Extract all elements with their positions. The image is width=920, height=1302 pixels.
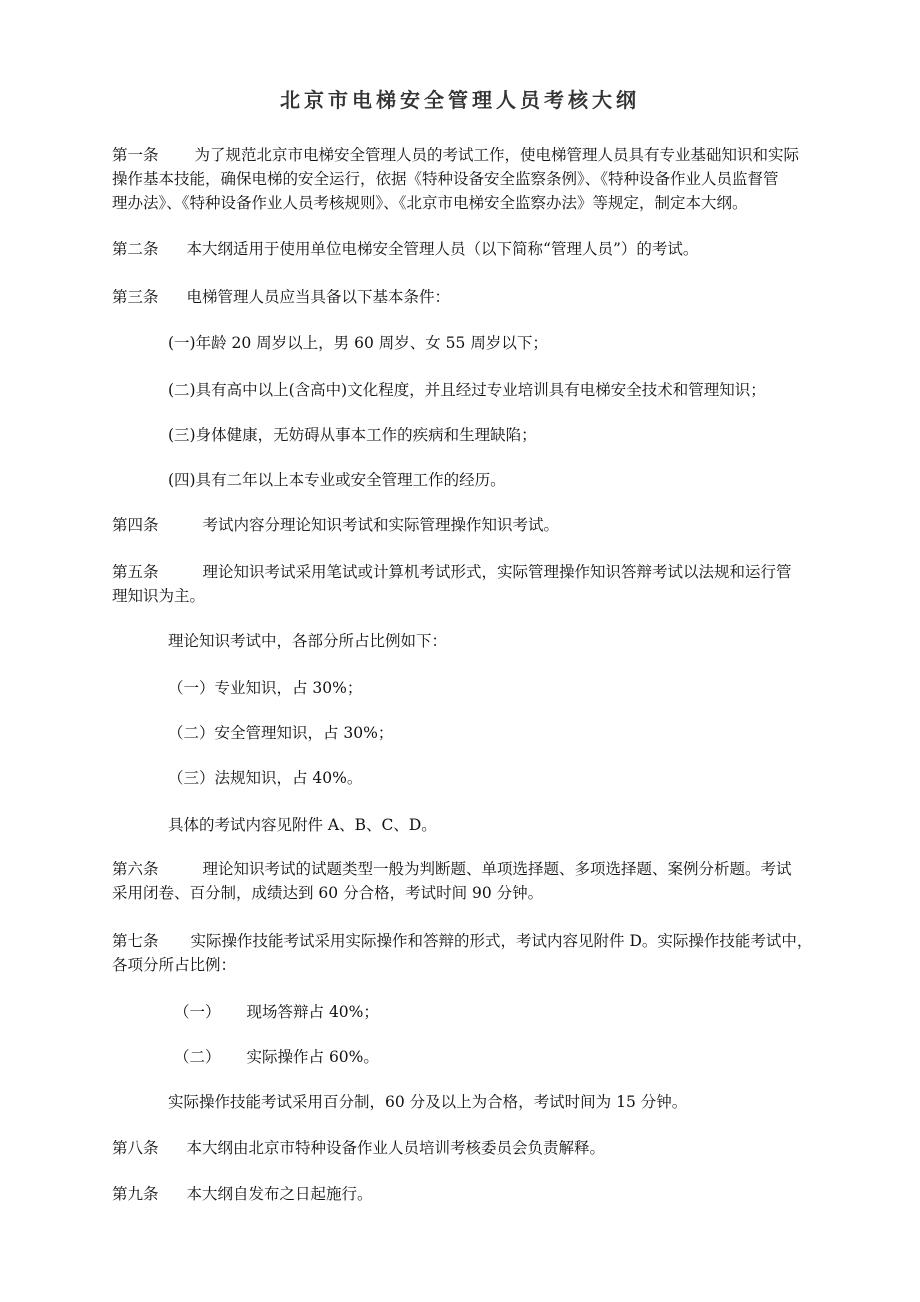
article-5-text-1: 理论知识考试采用笔试或计算机考试形式，实际管理操作知识答辩考试以法规和运行管 (202, 563, 792, 581)
document-title: 北京市电梯安全管理人员考核大纲 (280, 88, 640, 112)
article-7-item-2 (174, 1045, 884, 1070)
article-1-line-2: 操作基本技能，确保电梯的安全运行，依据《特种设备安全监察条例》、《特种设备作业人员监督管 (112, 170, 779, 188)
article-5-item-2: （二）安全管理知识，占 30%； (168, 724, 394, 742)
article-7-item-2-text: 实际操作占 60%。 (246, 1048, 379, 1066)
article-3-text: 电梯管理人员应当具备以下基本条件： (186, 288, 451, 306)
article-7-item-2-label: （二） (174, 1048, 221, 1066)
article-8-number: 第八条 (112, 1139, 159, 1157)
article-6-number: 第六条 (112, 860, 159, 878)
article-2-text: 本大纲适用于使用单位电梯安全管理人员（以下简称“管理人员”）的考试。 (186, 240, 699, 258)
article-9 (112, 1182, 822, 1207)
article-5-footer: 具体的考试内容见附件 A、B、C、D。 (168, 816, 437, 834)
article-7-footer: 实际操作技能考试采用百分制，60 分及以上为合格，考试时间为 15 分钟。 (168, 1093, 688, 1111)
article-6-line-1 (112, 857, 822, 882)
article-9-number: 第九条 (112, 1185, 159, 1203)
article-6-line-2: 采用闭卷、百分制，成绩达到 60 分合格，考试时间 90 分钟。 (112, 884, 544, 902)
article-9-text: 本大纲自发布之日起施行。 (186, 1185, 373, 1203)
article-5-item-3: （三）法规知识，占 40%。 (168, 769, 363, 787)
article-4-text: 考试内容分理论知识考试和实际管理操作知识考试。 (202, 516, 560, 534)
article-7-number: 第七条 (112, 932, 159, 950)
article-7-item-1-label: （一） (174, 1003, 221, 1021)
article-7-line-1 (112, 929, 822, 954)
article-7-item-1-text: 现场答辩占 40%； (246, 1003, 379, 1021)
article-1-text-1: 为了规范北京市电梯安全管理人员的考试工作，使电梯管理人员具有专业基础知识和实际 (194, 146, 800, 164)
article-1-line-3: 理办法》、《特种设备作业人员考核规则》、《北京市电梯安全监察办法》等规定，制定本大纲。 (112, 194, 748, 212)
article-4-number: 第四条 (112, 516, 159, 534)
article-2-number: 第二条 (112, 240, 159, 258)
article-1-number: 第一条 (112, 146, 159, 164)
article-1-line-1 (112, 143, 822, 168)
article-3-item-4: (四)具有二年以上本专业或安全管理工作的经历。 (168, 471, 506, 489)
article-5-line-1 (112, 560, 822, 585)
article-7-line-2: 各项分所占比例： (112, 956, 237, 974)
article-8 (112, 1136, 822, 1161)
article-7-text-1: 实际操作技能考试采用实际操作和答辩的形式，考试内容见附件 D。实际操作技能考试中， (190, 932, 813, 950)
article-3-item-2: (二)具有高中以上(含高中)文化程度，并且经过专业培训具有电梯安全技术和管理知识； (168, 381, 766, 399)
article-3-item-1: (一)年龄 20 周岁以上，男 60 周岁、女 55 周岁以下； (168, 334, 548, 352)
article-3-number: 第三条 (112, 288, 159, 306)
article-5-item-1: （一）专业知识，占 30%； (168, 679, 363, 697)
article-8-text: 本大纲由北京市特种设备作业人员培训考核委员会负责解释。 (186, 1139, 606, 1157)
article-6-text-1: 理论知识考试的试题类型一般为判断题、单项选择题、多项选择题、案例分析题。考试 (202, 860, 792, 878)
article-2 (112, 237, 822, 262)
article-3-item-3: (三)身体健康，无妨碍从事本工作的疾病和生理缺陷； (168, 426, 537, 444)
article-3 (112, 285, 822, 310)
article-5-sub-intro: 理论知识考试中，各部分所占比例如下： (168, 632, 448, 650)
article-5-number: 第五条 (112, 563, 159, 581)
article-4 (112, 513, 822, 538)
article-7-item-1 (174, 1000, 884, 1025)
article-5-line-2: 理知识为主。 (112, 587, 206, 605)
